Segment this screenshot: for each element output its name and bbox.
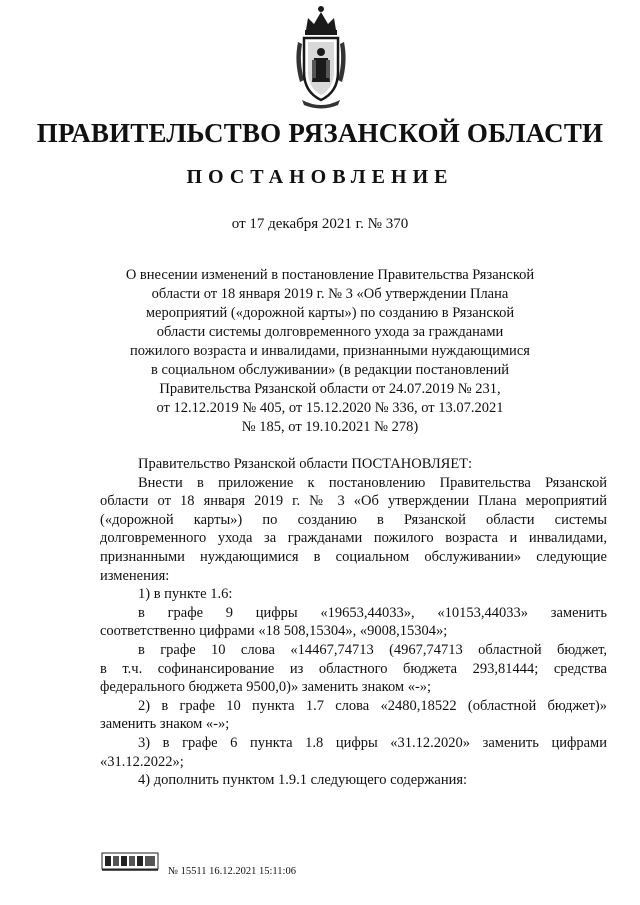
subject-line: пожилого возраста и инвалидами, признанными нуждающимися — [130, 343, 530, 359]
item-line: соответственно цифрами «18 508,15304», «9008,15304»; — [100, 623, 448, 640]
subject-line: области системы долговременного ухода за гражданами — [156, 324, 504, 340]
government-title: ПРАВИТЕЛЬСТВО РЯЗАНСКОЙ ОБЛАСТИ — [36, 118, 604, 148]
item-line: 1) в пункте 1.6: — [138, 586, 233, 603]
subject-line: № 185, от 19.10.2021 № 278) — [241, 419, 419, 435]
item-2 — [100, 697, 607, 734]
item-line: 3) в графе 6 пункта 1.8 цифры «31.12.2020» заменить цифрами — [138, 734, 607, 751]
item-line: заменить знаком «-»; — [100, 716, 230, 733]
paragraph-line: («дорожной карты») по созданию в Рязанской области системы — [100, 511, 607, 528]
registration-stamp: № 15511 16.12.2021 15:11:06 — [168, 866, 296, 877]
coat-of-arms-icon — [292, 2, 350, 110]
item-line: в т.ч. софинансирование из областного бюджета 293,81444; средства — [100, 660, 607, 677]
subject-line: Правительства Рязанской области от 24.07.2019 № 231, — [159, 381, 501, 397]
item-line: 4) дополнить пунктом 1.9.1 следующего содержания: — [138, 772, 468, 789]
printer-stamp-icon — [101, 850, 161, 872]
document-type: ПОСТАНОВЛЕНИЕ — [186, 166, 454, 188]
paragraph-line: долговременного ухода за гражданами пожилого возраста и инвалидами, — [100, 530, 607, 547]
subject-line: области от 18 января 2019 г. № 3 «Об утверждении Плана — [151, 286, 509, 302]
paragraph-line: области от 18 января 2019 г. № 3 «Об утверждении Плана мероприятий — [100, 493, 607, 510]
resolves-paragraph — [100, 455, 607, 474]
resolves-line: Правительство Рязанской области ПОСТАНОВЛЯЕТ: — [138, 456, 473, 472]
item-line: 2) в графе 10 пункта 1.7 слова «2480,18522 (областной бюджет)» — [138, 697, 607, 714]
main-paragraph — [100, 474, 607, 586]
document-date: от 17 декабря 2021 г. № 370 — [231, 216, 409, 232]
item-1a — [100, 604, 607, 641]
document-body — [100, 455, 607, 790]
document-subject — [100, 266, 560, 437]
subject-line: мероприятий («дорожной карты») по созданию в Рязанской — [145, 305, 515, 321]
item-line: «31.12.2022»; — [100, 753, 184, 770]
paragraph-line: признанными нуждающимися в социальном обслуживании» следующие — [100, 548, 607, 565]
item-line: в графе 10 слова «14467,74713 (4967,74713 областной бюджет, — [138, 641, 607, 658]
item-3 — [100, 734, 607, 771]
item-line: в графе 9 цифры «19653,44033», «10153,44033» заменить — [138, 604, 607, 621]
paragraph-line: изменения: — [100, 567, 170, 584]
item-1 — [100, 585, 607, 604]
item-line: федерального бюджета 9500,0)» заменить знаком «-»; — [100, 679, 432, 696]
item-1b — [100, 641, 607, 697]
subject-line: в социальном обслуживании» (в редакции постановлений — [151, 362, 509, 378]
subject-line: от 12.12.2019 № 405, от 15.12.2020 № 336, от 13.07.2021 — [156, 400, 504, 416]
subject-line: О внесении изменений в постановление Правительства Рязанской — [125, 267, 535, 283]
paragraph-line: Внести в приложение к постановлению Правительства Рязанской — [138, 474, 607, 491]
item-4 — [100, 771, 607, 790]
